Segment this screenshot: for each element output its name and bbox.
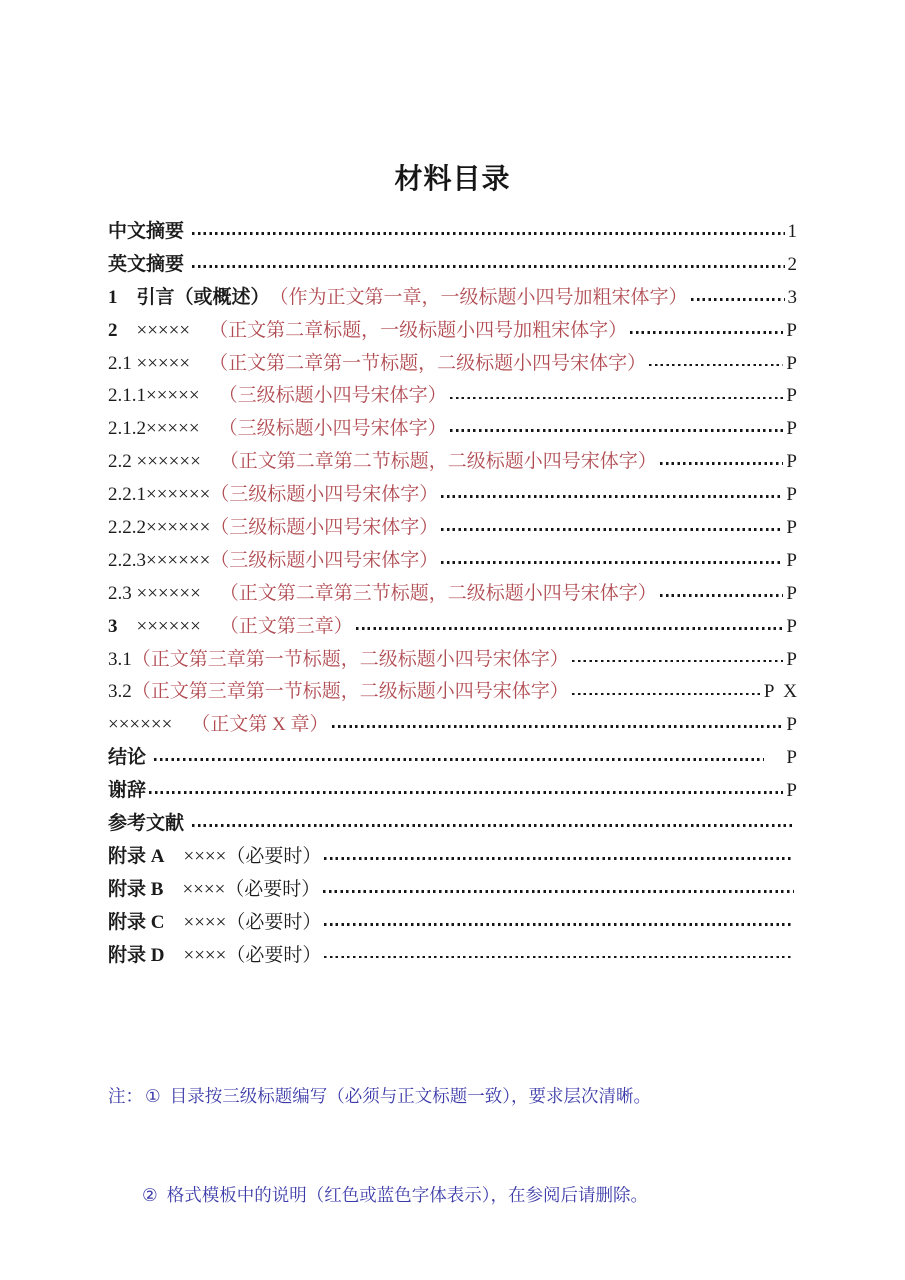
dot-leader xyxy=(441,495,783,498)
toc-entry xyxy=(108,413,797,446)
dot-leader xyxy=(450,429,784,432)
toc-entry xyxy=(108,808,797,841)
notes-section xyxy=(108,1014,797,1278)
page-number: P xyxy=(786,615,797,637)
toc-entry-title: 附录 B xyxy=(108,878,164,900)
toc-entry xyxy=(108,644,797,677)
dot-leader xyxy=(450,397,784,400)
toc-entry xyxy=(108,249,797,282)
toc-entry xyxy=(108,479,797,512)
toc-entry-annotation: （三级标题小四号宋体字） xyxy=(218,385,447,407)
note-line xyxy=(108,1179,797,1212)
toc-entry-annotation: （作为正文第一章，一级标题小四号加粗宋体字） xyxy=(269,286,688,308)
dot-leader xyxy=(192,824,794,827)
toc-entry-title: ××××（必要时） xyxy=(164,845,322,867)
toc-entry-title: 1 引言（或概述） xyxy=(108,286,270,308)
dot-leader xyxy=(660,594,784,597)
dot-leader xyxy=(441,561,783,564)
dot-leader xyxy=(324,857,794,860)
toc-entry-annotation: （正文第三章第一节标题，二级标题小四号宋体字） xyxy=(131,681,569,703)
toc-entry-annotation: （三级标题小四号宋体字） xyxy=(210,549,439,571)
toc-entry-title: 2.2.3×××××× xyxy=(108,549,211,571)
toc-entry-title: 谢辞 xyxy=(108,780,147,802)
toc-entry-annotation: （三级标题小四号宋体字） xyxy=(210,517,439,539)
toc-entry-title: ×××××× xyxy=(108,714,192,736)
toc-entry xyxy=(108,348,797,381)
toc-entry-title: 3.2 xyxy=(108,681,132,703)
page-number: 3 xyxy=(787,286,797,308)
dot-leader xyxy=(149,791,783,794)
dot-leader xyxy=(649,364,783,367)
page-number: P xyxy=(786,385,797,407)
toc-entry-title: 中文摘要 xyxy=(108,221,189,242)
toc-entry xyxy=(108,907,797,940)
page-number: P xyxy=(786,648,797,670)
note-text: 目录按三级标题编写（必须与正文标题一致），要求层次清晰。 xyxy=(169,1086,651,1107)
dot-leader xyxy=(324,956,794,959)
toc-entry-title: 2.1.1××××× xyxy=(108,385,219,407)
toc-entry-title: 2.3 ×××××× xyxy=(108,582,220,604)
toc-entry xyxy=(108,216,797,249)
toc-entry-title: 2.2.1×××××× xyxy=(108,484,211,506)
toc-entry-title: 附录 D xyxy=(108,944,165,966)
toc-entry-annotation: （正文第 X 章） xyxy=(191,714,329,736)
toc-entry-title: 结论 xyxy=(108,747,151,769)
toc-entry-title: ××××× xyxy=(117,319,210,341)
toc-entry-annotation: （正文第二章第三节标题，二级标题小四号宋体字） xyxy=(219,582,657,604)
note-marker: ② xyxy=(142,1185,158,1206)
toc-entry-annotation: （正文第三章第一节标题，二级标题小四号宋体字） xyxy=(131,648,569,670)
toc-entry-title: 2.2 ×××××× xyxy=(108,451,220,473)
page-number: P xyxy=(767,747,797,769)
page-number: P xyxy=(786,549,797,571)
page-number: 2 xyxy=(787,253,797,275)
page-number: P xyxy=(786,714,797,736)
toc-entry-title: ×××××× xyxy=(117,615,220,637)
toc-entry-annotation: （三级标题小四号宋体字） xyxy=(218,418,447,440)
toc-entry-title: ××××（必要时） xyxy=(164,911,322,933)
toc-entry-title: 参考文献 xyxy=(108,813,189,835)
note-line xyxy=(108,1080,797,1113)
dot-leader xyxy=(332,725,784,728)
toc-entry xyxy=(108,676,797,709)
toc-entry xyxy=(108,775,797,808)
toc-entry-title: 2.1.2××××× xyxy=(108,418,219,440)
page-number: P xyxy=(786,319,797,341)
toc-entry-annotation: （正文第二章第一节标题，二级标题小四号宋体字） xyxy=(209,352,647,374)
toc-entry xyxy=(108,282,797,315)
toc-entry xyxy=(108,578,797,611)
toc-entry xyxy=(108,512,797,545)
toc-entry-title: 2.2.2×××××× xyxy=(108,517,211,539)
toc-entry-annotation: （正文第二章第二节标题，二级标题小四号宋体字） xyxy=(219,451,657,473)
dot-leader xyxy=(323,890,794,893)
toc-entry xyxy=(108,611,797,644)
dot-leader xyxy=(324,923,794,926)
toc-entry xyxy=(108,709,797,742)
toc-entry-title: 附录 C xyxy=(108,911,165,933)
dot-leader xyxy=(356,627,784,630)
page-number: 1 xyxy=(787,221,797,242)
toc-entry-annotation: （正文第三章） xyxy=(219,615,353,637)
page-number: P xyxy=(786,451,797,473)
toc-entry-title: ××××（必要时） xyxy=(164,944,322,966)
toc-entry-title: ××××（必要时） xyxy=(163,878,321,900)
table-of-contents xyxy=(108,216,797,972)
dot-leader xyxy=(630,331,783,334)
page-number: P xyxy=(786,418,797,440)
page-number: P xyxy=(786,517,797,539)
toc-entry-title: 附录 A xyxy=(108,845,165,867)
page-title: 材料目录 xyxy=(394,163,511,194)
toc-entry-annotation: （正文第二章标题，一级标题小四号加粗宋体字） xyxy=(209,319,628,341)
page-number: P xyxy=(786,582,797,604)
toc-entry xyxy=(108,940,797,973)
dot-leader xyxy=(441,528,783,531)
dot-leader xyxy=(660,462,784,465)
toc-entry-title: 3.1 xyxy=(108,648,132,670)
page-number: P xyxy=(786,780,797,802)
toc-entry-title: 2 xyxy=(108,319,118,341)
toc-entry xyxy=(108,380,797,413)
page-number: P X xyxy=(763,681,797,703)
toc-entry-title: 3 xyxy=(108,615,118,637)
page-number: P xyxy=(786,484,797,506)
dot-leader xyxy=(572,693,761,696)
note-text: 格式模板中的说明（红色或蓝色字体表示），在参阅后请删除。 xyxy=(166,1185,648,1206)
toc-entry-title: 英文摘要 xyxy=(108,253,189,275)
toc-entry xyxy=(108,545,797,578)
page-number: P xyxy=(786,352,797,374)
dot-leader xyxy=(192,232,785,235)
dot-leader xyxy=(691,298,785,301)
dot-leader xyxy=(154,758,765,761)
toc-entry xyxy=(108,446,797,479)
toc-entry xyxy=(108,742,797,775)
note-prefix: 注： xyxy=(108,1086,143,1107)
toc-entry xyxy=(108,841,797,874)
dot-leader xyxy=(192,265,785,268)
toc-entry xyxy=(108,315,797,348)
dot-leader xyxy=(572,660,784,663)
toc-entry-annotation: （三级标题小四号宋体字） xyxy=(210,484,439,506)
toc-entry-title: 2.1 ××××× xyxy=(108,352,210,374)
toc-entry xyxy=(108,874,797,907)
note-marker: ① xyxy=(145,1086,161,1107)
